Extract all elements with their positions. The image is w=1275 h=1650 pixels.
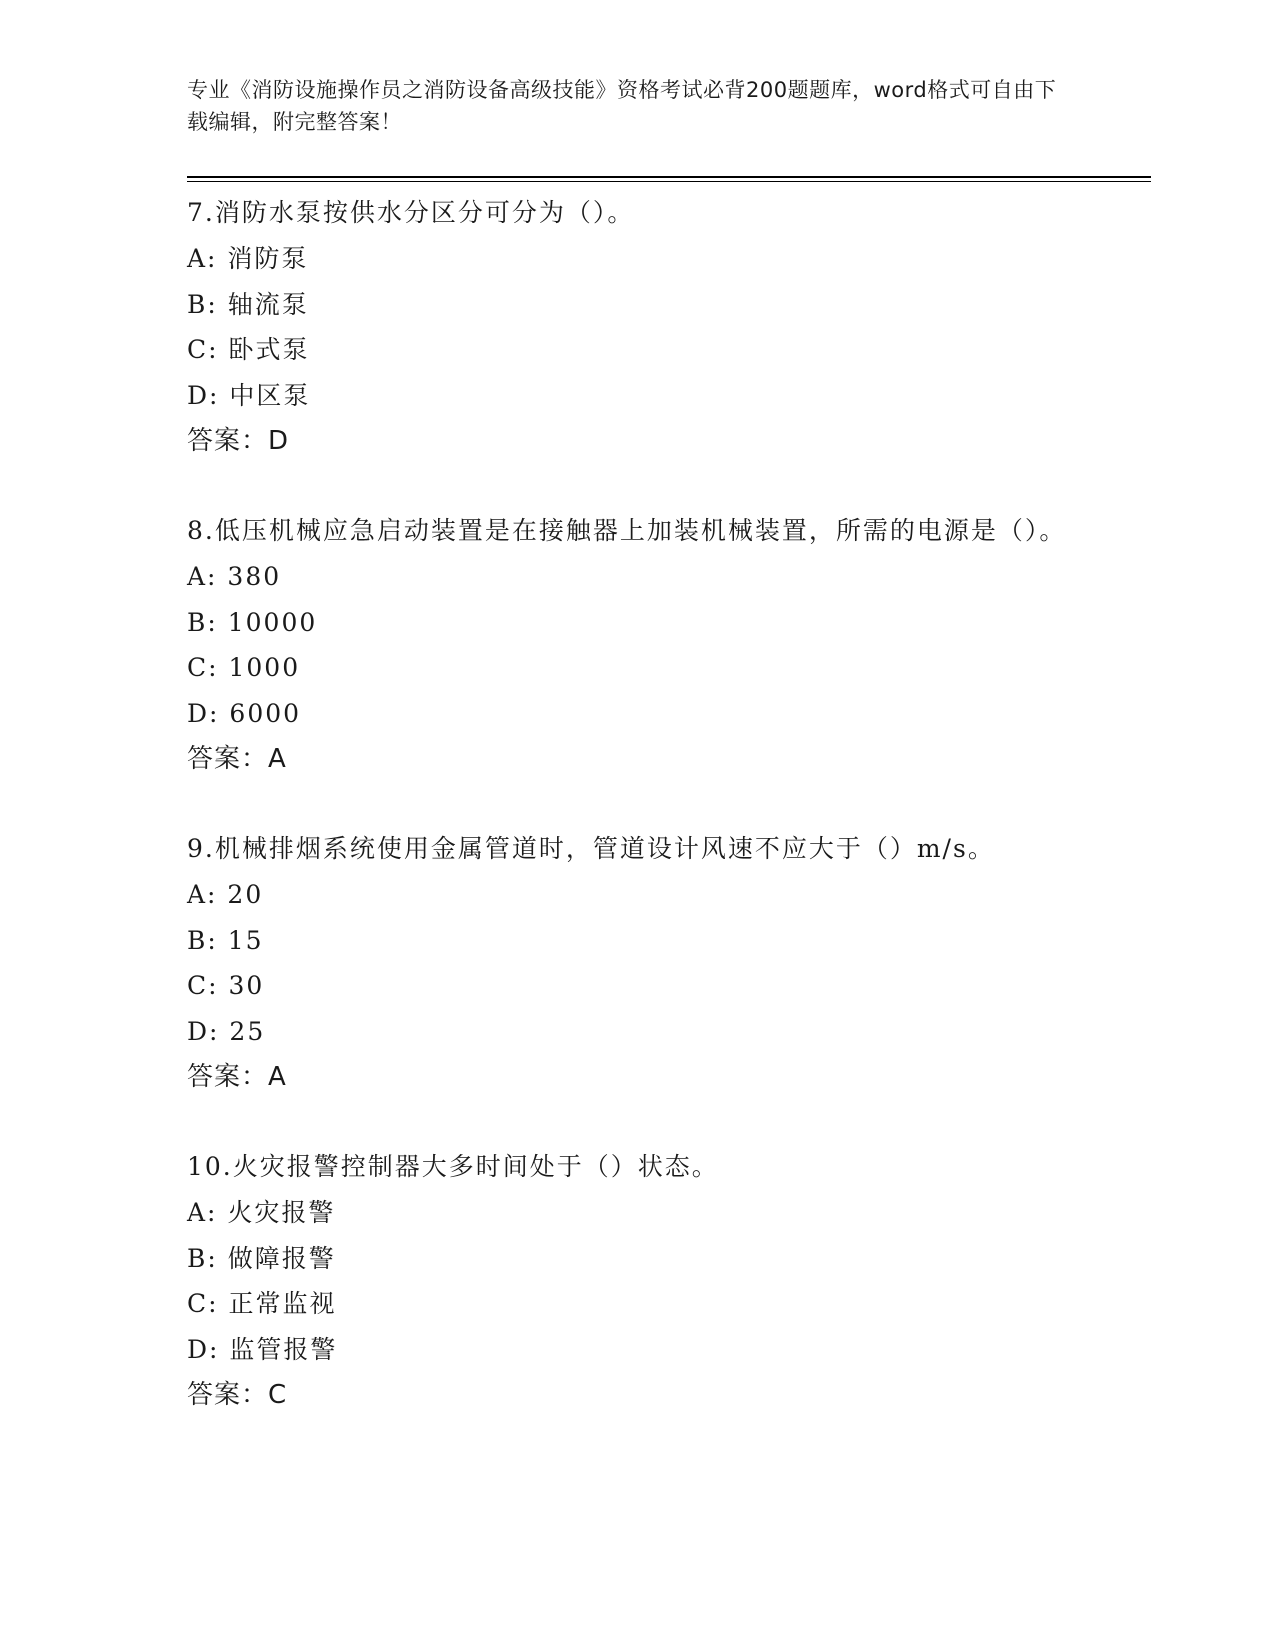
question-stem: 10.火灾报警控制器大多时间处于（）状态。 — [187, 1152, 719, 1181]
option-c: C: 正常监视 — [187, 1289, 337, 1318]
question-item — [187, 190, 1087, 464]
option-c: C: 卧式泵 — [187, 335, 310, 364]
question-item — [187, 826, 1087, 1100]
option-a: A: 消防泵 — [187, 244, 309, 273]
option-a: A: 20 — [187, 880, 264, 909]
question-item — [187, 508, 1087, 782]
option-d: D: 监管报警 — [187, 1334, 338, 1364]
answer-line: 答案：C — [187, 1380, 288, 1410]
option-d: D: 25 — [187, 1016, 266, 1046]
question-stem: 7.消防水泵按供水分区分可分为（）。 — [187, 198, 635, 227]
option-b: B: 15 — [187, 925, 264, 955]
option-a: A: 380 — [187, 562, 282, 591]
option-d: D: 6000 — [187, 698, 302, 728]
option-b: B: 做障报警 — [187, 1243, 336, 1273]
header-divider — [187, 176, 1151, 182]
option-c: C: 1000 — [187, 653, 301, 682]
answer-line: 答案：A — [187, 1062, 287, 1092]
option-c: C: 30 — [187, 971, 265, 1000]
document-header: 专业《消防设施操作员之消防设备高级技能》资格考试必背200题题库，word格式可自由下载编辑，附完整答案！ — [187, 78, 1057, 134]
question-stem: 9.机械排烟系统使用金属管道时，管道设计风速不应大于（）m/s。 — [187, 834, 995, 863]
answer-line: 答案：A — [187, 744, 287, 774]
question-list — [187, 190, 1087, 1462]
option-b: B: 轴流泵 — [187, 289, 309, 319]
question-item — [187, 1144, 1087, 1418]
question-stem: 8.低压机械应急启动装置是在接触器上加装机械装置，所需的电源是（）。 — [187, 516, 1067, 545]
answer-line: 答案：D — [187, 426, 290, 456]
option-b: B: 10000 — [187, 607, 318, 637]
option-a: A: 火灾报警 — [187, 1198, 336, 1227]
option-d: D: 中区泵 — [187, 380, 311, 410]
